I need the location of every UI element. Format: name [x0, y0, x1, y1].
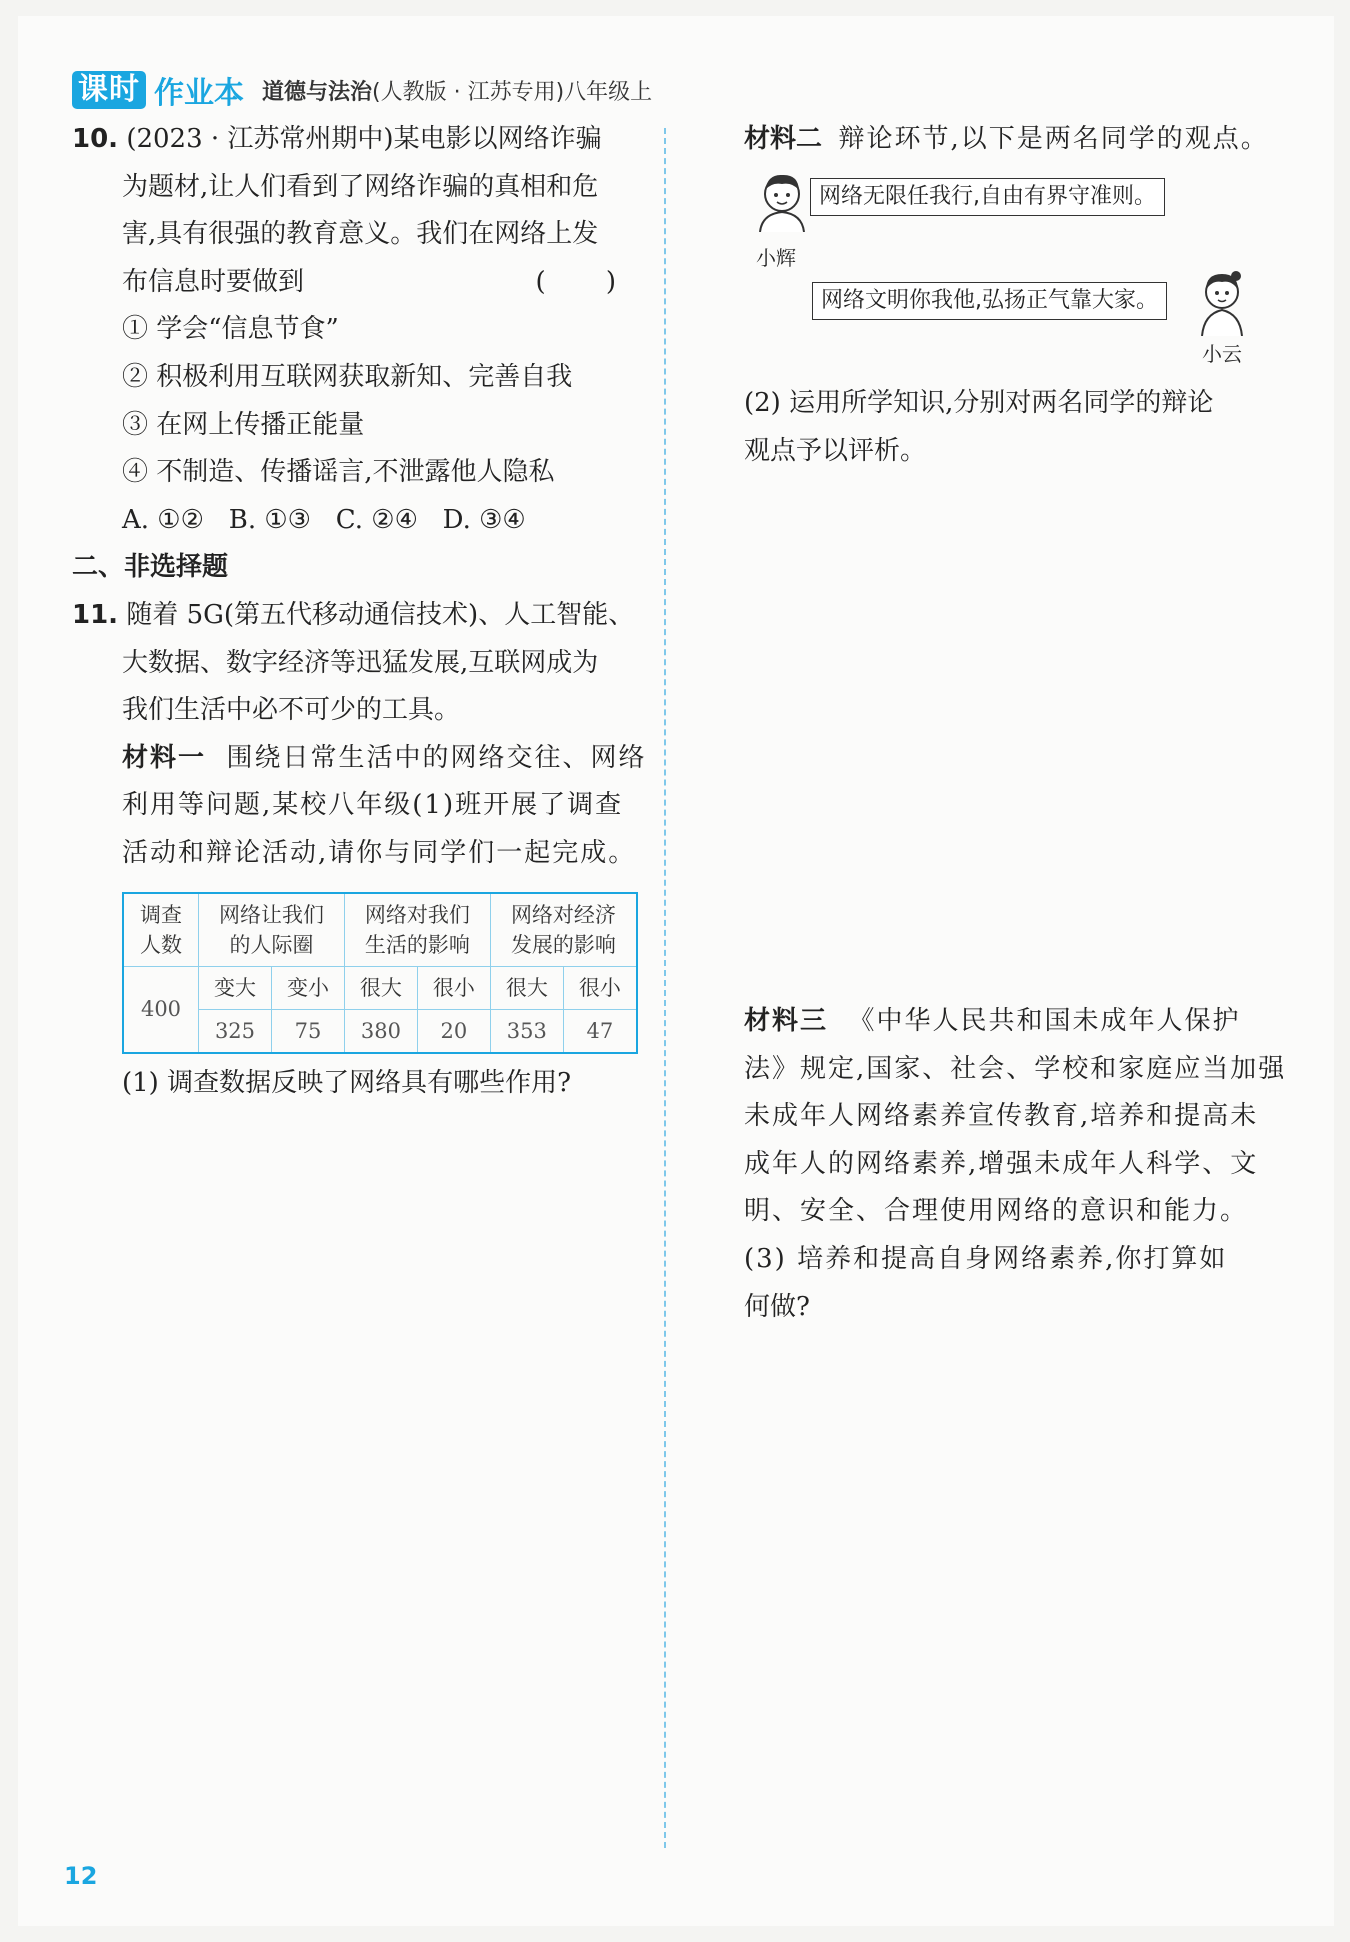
table-cell: 变小 — [271, 966, 344, 1009]
speech-bubble-xiaoyun: 网络文明你我他,弘扬正气靠大家。 — [812, 282, 1167, 320]
material-2-line — [744, 116, 1269, 164]
q10-choices: A. ①② B. ①③ C. ②④ D. ③④ — [122, 504, 526, 535]
sub-question-2-line-1: (2) 运用所学知识,分别对两名同学的辩论 — [744, 388, 1214, 418]
material-1-line-1 — [72, 735, 647, 783]
sub-question-2-line-2: 观点予以评析。 — [744, 435, 927, 466]
table-cell: 380 — [344, 1009, 417, 1053]
material-1-label: 材料一 — [122, 742, 207, 773]
sub-question-3-line-2: 何做? — [744, 1291, 810, 1322]
q10-option-4: ④ 不制造、传播谣言,不泄露他人隐私 — [122, 457, 555, 488]
speaker-xiaohui: 小辉 — [756, 246, 796, 270]
subject: 道德与法治 — [262, 79, 373, 105]
speech-bubble-xiaohui: 网络无限任我行,自由有界守准则。 — [810, 178, 1165, 216]
material-3-text-1: 《中华人民共和国未成年人保护 — [848, 1006, 1241, 1036]
q11-line-3: 我们生活中必不可少的工具。 — [122, 695, 461, 726]
logo: 课时 — [72, 71, 146, 109]
girl-avatar-icon — [1192, 266, 1252, 336]
edition: (人教版 · 江苏专用)八年级上 — [372, 79, 653, 105]
material-3-line-5: 明、安全、合理使用网络的意识和能力。 — [744, 1196, 1249, 1227]
table-cell: 变大 — [199, 966, 272, 1009]
table-cell: 20 — [417, 1009, 490, 1053]
q11-text-1: 随着 5G(第五代移动通信技术)、人工智能、 — [126, 599, 635, 630]
table-cell: 47 — [563, 1009, 637, 1053]
table-cell: 353 — [490, 1009, 563, 1053]
answer-blank: ( ) — [535, 266, 642, 297]
material-3-label: 材料三 — [744, 1006, 829, 1036]
material-1-line-3: 活动和辩论活动,请你与同学们一起完成。 — [122, 837, 637, 868]
table-cell-count: 400 — [123, 966, 199, 1053]
survey-table — [122, 892, 638, 1054]
material-3-line-2: 法》规定,国家、社会、学校和家庭应当加强 — [744, 1053, 1287, 1084]
q10-line-1 — [72, 116, 642, 164]
page-header — [72, 68, 652, 112]
material-3-line-3: 未成年人网络素养宣传教育,培养和提高未 — [744, 1101, 1259, 1132]
table-cell: 很大 — [344, 966, 417, 1009]
material-3-line-1 — [744, 998, 1264, 1046]
q10-option-3: ③ 在网上传播正能量 — [122, 409, 365, 440]
q11-line-2: 大数据、数字经济等迅猛发展,互联网成为 — [122, 647, 599, 678]
right-column — [744, 116, 1269, 164]
header-life-impact: 网络对我们 生活的影响 — [344, 893, 490, 967]
material-3-line-4: 成年人的网络素养,增强未成年人科学、文 — [744, 1148, 1259, 1179]
table-header-row — [123, 893, 637, 967]
q10-option-2: ② 积极利用互联网获取新知、完善自我 — [122, 361, 573, 392]
header-economy-impact: 网络对经济 发展的影响 — [490, 893, 637, 967]
material-1-text-1: 围绕日常生活中的网络交往、网络 — [226, 742, 647, 773]
table-row — [123, 966, 637, 1009]
speaker-xiaoyun: 小云 — [1202, 342, 1242, 366]
table-cell: 很小 — [417, 966, 490, 1009]
material-2-text: 辩论环节,以下是两名同学的观点。 — [838, 124, 1269, 154]
boy-avatar-icon — [752, 170, 812, 232]
brand-name: 作业本 — [154, 76, 244, 111]
sub-question-2 — [744, 380, 1264, 475]
book-subtitle — [262, 75, 652, 106]
section-title: 二、非选择题 — [72, 552, 229, 583]
q10-number: 10. — [72, 124, 119, 154]
column-divider — [664, 128, 666, 1848]
table-cell: 很小 — [563, 966, 637, 1009]
q10-text-4: 布信息时要做到 — [122, 266, 305, 297]
material-1-line-2: 利用等问题,某校八年级(1)班开展了调查 — [122, 790, 624, 821]
q10-option-1: ① 学会“信息节食” — [122, 314, 339, 345]
header-social-circle: 网络让我们 的人际圈 — [199, 893, 345, 967]
q10-text-1: (2023 · 江苏常州期中)某电影以网络诈骗 — [126, 124, 602, 154]
sub-question-1: (1) 调查数据反映了网络具有哪些作用? — [122, 1067, 572, 1098]
table-cell: 325 — [199, 1009, 272, 1053]
q11-number: 11. — [72, 599, 119, 630]
left-column — [72, 116, 647, 1107]
q10-line-3: 害,具有很强的教育意义。我们在网络上发 — [122, 219, 599, 250]
header-count: 调查 人数 — [123, 893, 199, 967]
table-row — [123, 1009, 637, 1053]
sub-question-3-line-1: (3) 培养和提高自身网络素养,你打算如 — [744, 1243, 1228, 1274]
material-3 — [744, 998, 1287, 1331]
q10-line-2: 为题材,让人们看到了网络诈骗的真相和危 — [122, 171, 599, 202]
q11-line-1 — [72, 592, 642, 640]
material-2-label: 材料二 — [744, 124, 823, 154]
q10-line-4 — [72, 259, 642, 307]
table-cell: 75 — [271, 1009, 344, 1053]
table-cell: 很大 — [490, 966, 563, 1009]
page-number: 12 — [64, 1862, 98, 1890]
